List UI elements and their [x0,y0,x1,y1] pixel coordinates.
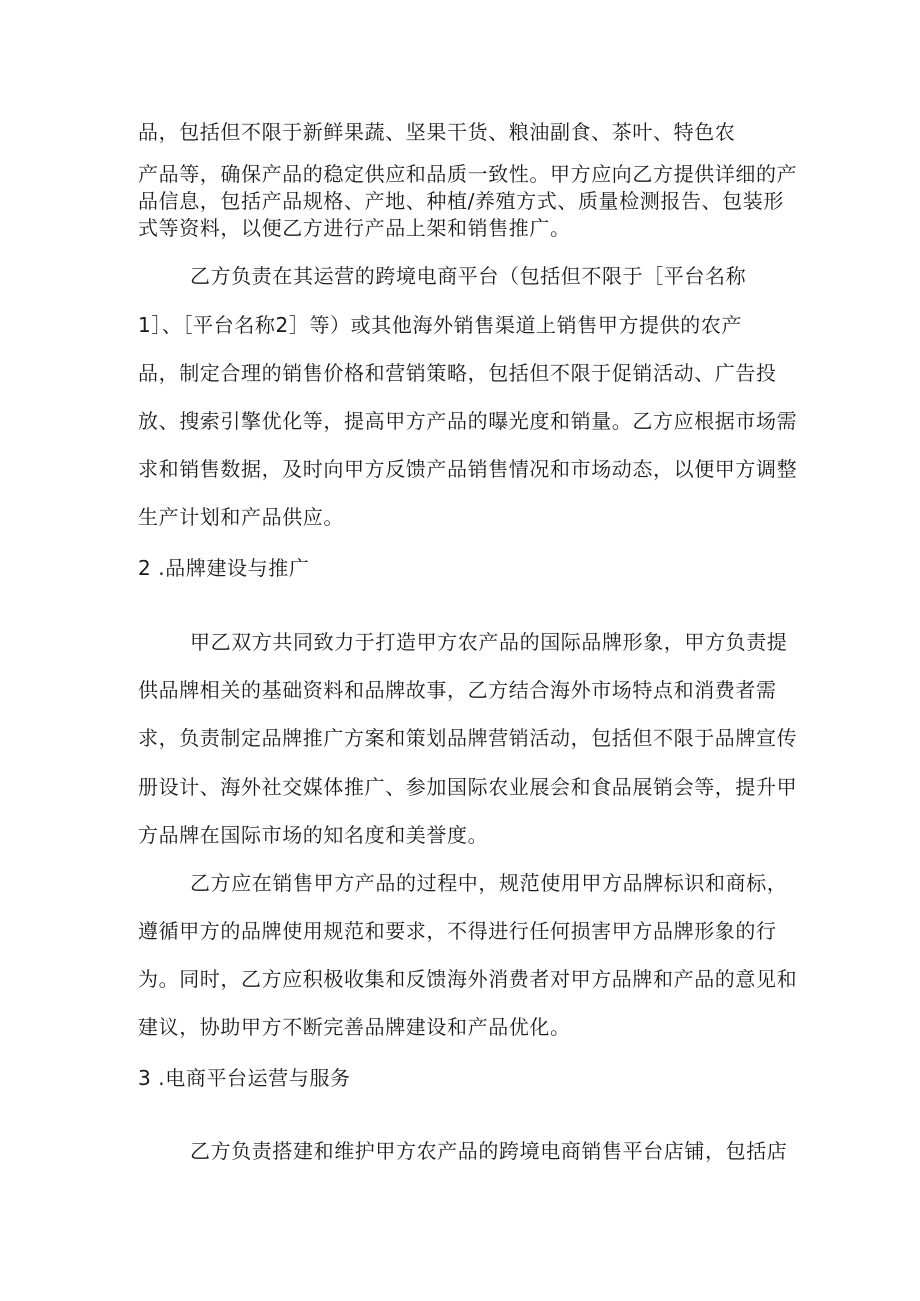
paragraph-line: 甲乙双方共同致力于打造甲方农产品的国际品牌形象，甲方负责提 [190,630,788,654]
paragraph-line: 为。同时，乙方应积极收集和反馈海外消费者对甲方品牌和产品的意见和 [138,967,798,991]
paragraph-line: 产品等，确保产品的稳定供应和品质一致性。甲方应向乙方提供详细的产 [138,162,798,186]
paragraph-line: 建议，协助甲方不断完善品牌建设和产品优化。 [138,1015,571,1039]
paragraph-line: 乙方应在销售甲方产品的过程中，规范使用甲方品牌标识和商标， [190,871,788,895]
paragraph-line: 放、搜索引擎优化等，提高甲方产品的曝光度和销量。乙方应根据市场需 [138,409,798,433]
paragraph-line: 生产计划和产品供应。 [138,505,344,529]
paragraph-line: 乙方负责在其运营的跨境电商平台（包括但不限于［平台名称 [190,264,747,288]
paragraph-line: 方品牌在国际市场的知名度和美誉度。 [138,823,489,847]
paragraph-line: 式等资料，以便乙方进行产品上架和销售推广。 [138,216,571,240]
paragraph-line: 遵循甲方的品牌使用规范和要求，不得进行任何损害甲方品牌形象的行 [138,919,777,943]
paragraph-line: 供品牌相关的基础资料和品牌故事，乙方结合海外市场特点和消费者需 [138,678,777,702]
paragraph-line: 品，包括但不限于新鲜果蔬、坚果干货、粮油副食、茶叶、特色农 [138,120,736,144]
paragraph-line: 册设计、海外社交媒体推广、参加国际农业展会和食品展销会等，提升甲 [138,775,798,799]
paragraph-line: 乙方负责搭建和维护甲方农产品的跨境电商销售平台店铺，包括店 [190,1139,788,1163]
section-heading: 3 .电商平台运营与服务 [138,1066,351,1090]
paragraph-line: 求和销售数据，及时向甲方反馈产品销售情况和市场动态，以便甲方调整 [138,457,798,481]
paragraph-line: 品信息，包括产品规格、产地、种植/养殖方式、质量检测报告、包装形 [138,189,784,213]
paragraph-line: 求，负责制定品牌推广方案和策划品牌营销活动，包括但不限于品牌宣传 [138,726,798,750]
paragraph-line: 品，制定合理的销售价格和营销策略，包括但不限于促销活动、广告投 [138,361,777,385]
paragraph-line: 1］、［平台名称2］等）或其他海外销售渠道上销售甲方提供的农产 [138,313,743,337]
section-heading: 2 .品牌建设与推广 [138,556,310,580]
